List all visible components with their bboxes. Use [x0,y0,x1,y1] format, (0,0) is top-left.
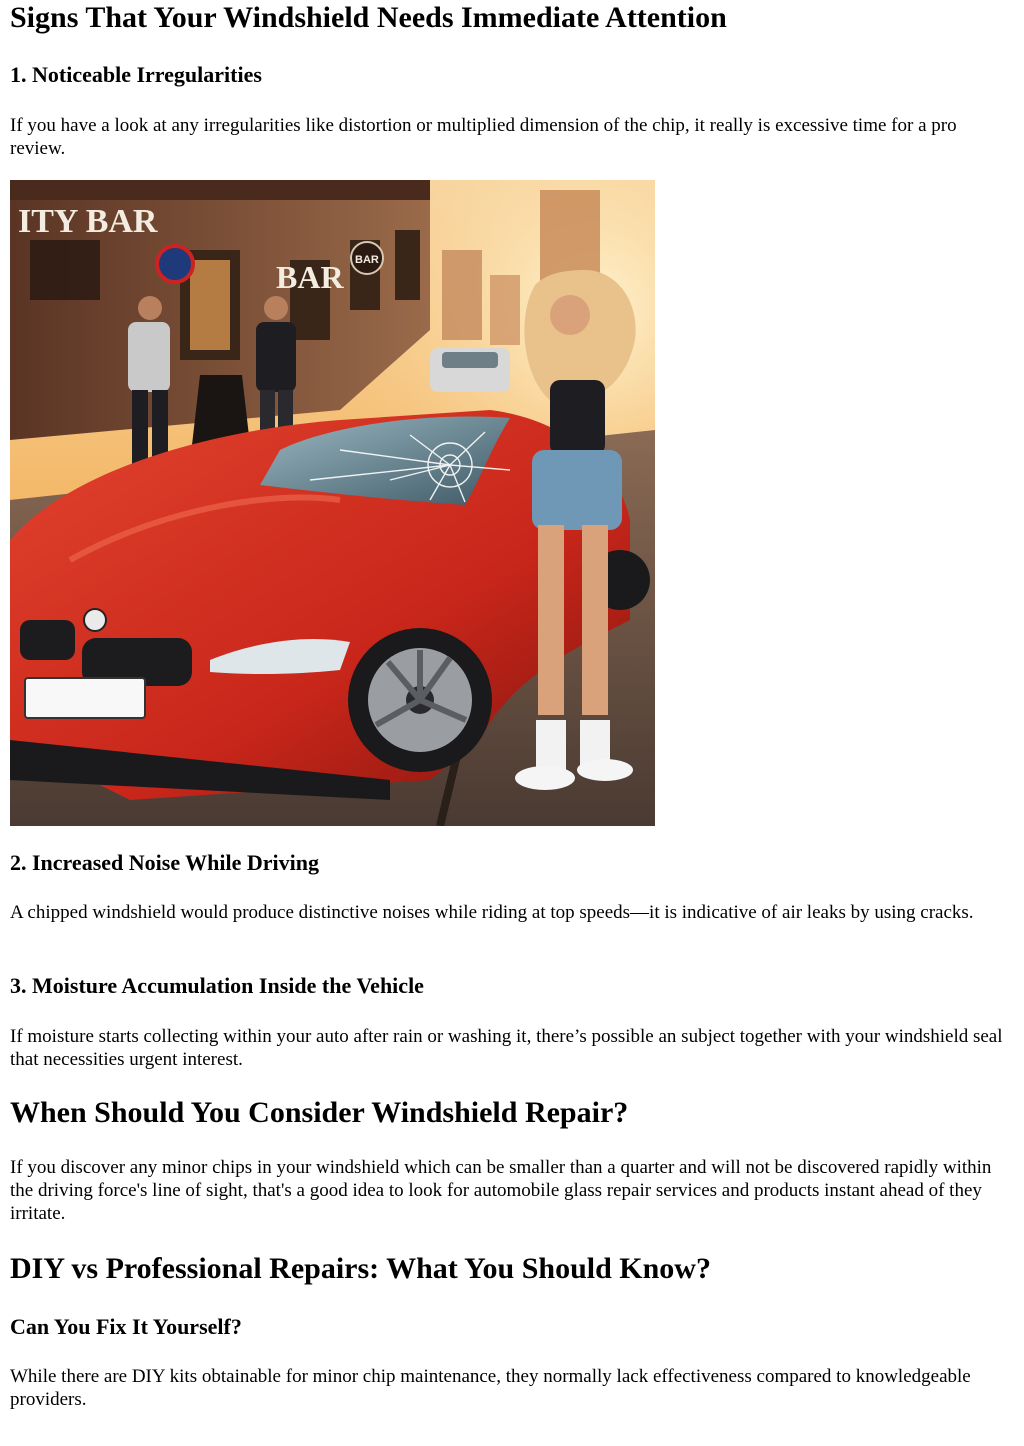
section-heading-noise: 2. Increased Noise While Driving [10,850,320,875]
section-text-moisture: If moisture starts collecting within your auto after rain or washing it, there’s possible an subject together with your windshield seal that necessities urgent interest. [10,1026,1003,1070]
diy-heading: DIY vs Professional Repairs: What You Should Know? [10,1252,711,1285]
section-heading-irregularities: 1. Noticeable Irregularities [10,62,262,87]
bar-sign-text-2: BAR [276,259,344,295]
section-heading-moisture: 3. Moisture Accumulation Inside the Vehicle [10,973,424,998]
section-text-noise: A chipped windshield would produce distinctive noises while riding at top speeds—it is indicative of air leaks by using cracks. [10,902,974,923]
round-bar-sign-text: BAR [355,254,379,266]
section-text-irregularities: If you have a look at any irregularities like distortion or multiplied dimension of the chip, it really is excessive time for a pro review. [10,115,957,159]
repair-text: If you discover any minor chips in your windshield which can be smaller than a quarter and will not be discovered rapidly within the driving force's line of sight, that's a good idea to look for automobile glass repair services and products instant ahead of they irritate. [10,1157,992,1224]
bar-sign-text: ITY BAR [18,203,158,240]
diy-subheading: Can You Fix It Yourself? [10,1314,242,1339]
diy-text: While there are DIY kits obtainable for minor chip maintenance, they normally lack effectiveness compared to knowledgeable providers. [10,1366,971,1410]
article-image-red-car-cracked-windshield [10,180,655,826]
page-title: Signs That Your Windshield Needs Immediate Attention [10,1,727,34]
repair-heading: When Should You Consider Windshield Repair? [10,1096,629,1129]
article-illustration [10,180,655,826]
